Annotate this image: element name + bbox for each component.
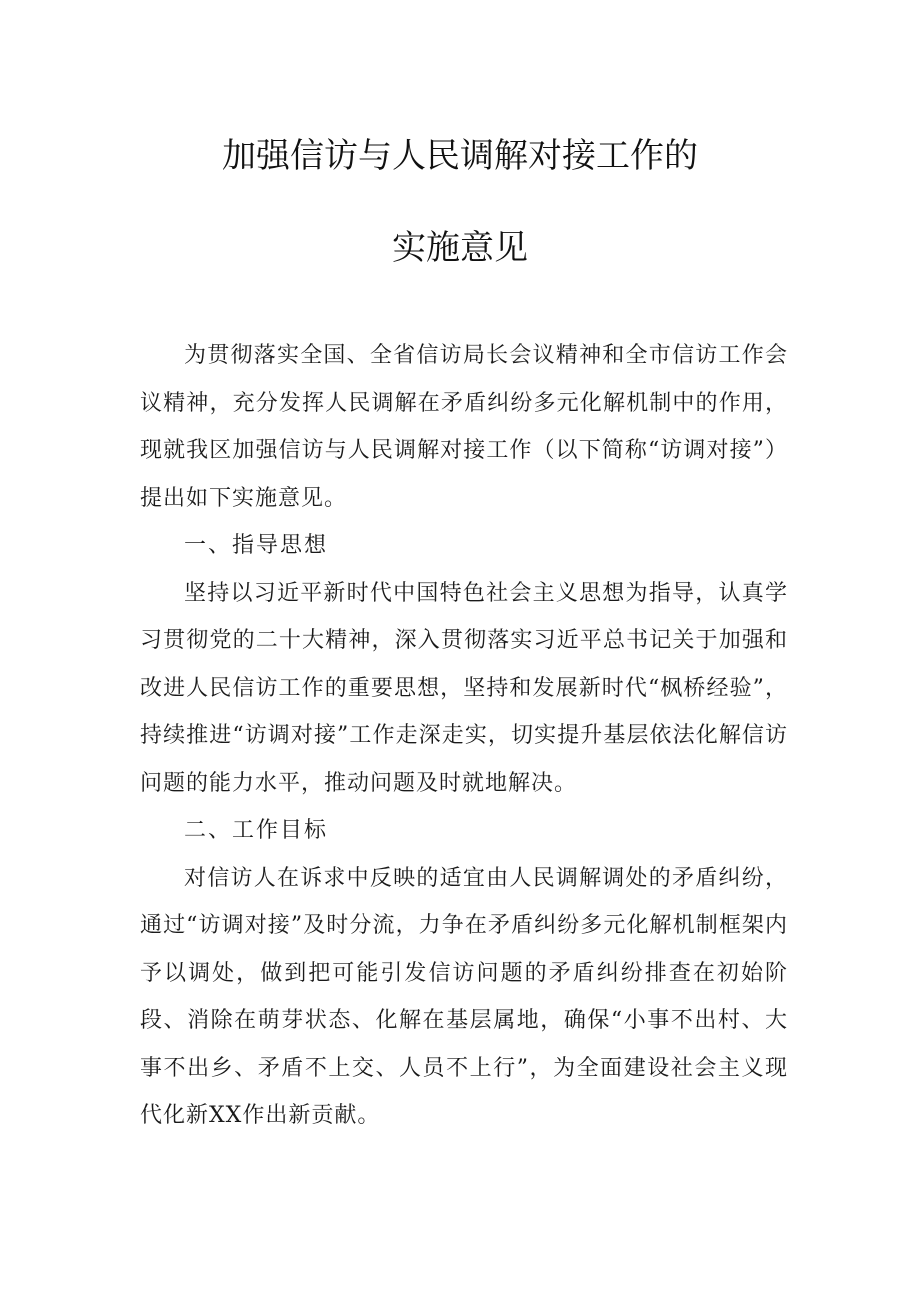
document-title-line-2: 实施意见 [392, 228, 528, 268]
intro-paragraph: 为贯彻落实全国、全省信访局长会议精神和全市信访工作会议精神，充分发挥人民调解在矛盾纠纷多元化解机制中的作用，现就我区加强信访与人民调解对接工作（以下简称“访调对接”）提出如下实施意见。 [140, 343, 788, 511]
document-body [140, 332, 788, 1140]
section-heading-guiding-ideology: 一、指导思想 [184, 533, 329, 558]
section-body-guiding-ideology: 坚持以习近平新时代中国特色社会主义思想为指导，认真学习贯彻党的二十大精神，深入贯彻落实习近平总书记关于加强和改进人民信访工作的重要思想，坚持和发展新时代“枫桥经验”，持续推进“访调对接”工作走深走实，切实提升基层依法化解信访问题的能力水平，推动问题及时就地解决。 [140, 580, 788, 796]
section-body-work-goals: 对信访人在诉求中反映的适宜由人民调解调处的矛盾纠纷，通过“访调对接”及时分流，力争在矛盾纠纷多元化解机制框架内予以调处，做到把可能引发信访问题的矛盾纠纷排查在初始阶段、消除在萌芽状态、化解在基层属地，确保“小事不出村、大事不出乡、矛盾不上交、人员不上行”，为全面建设社会主义现代化新XX作出新贡献。 [140, 865, 788, 1128]
document-title-line-1: 加强信访与人民调解对接工作的 [222, 136, 698, 176]
section-heading-work-goals: 二、工作目标 [184, 818, 329, 843]
